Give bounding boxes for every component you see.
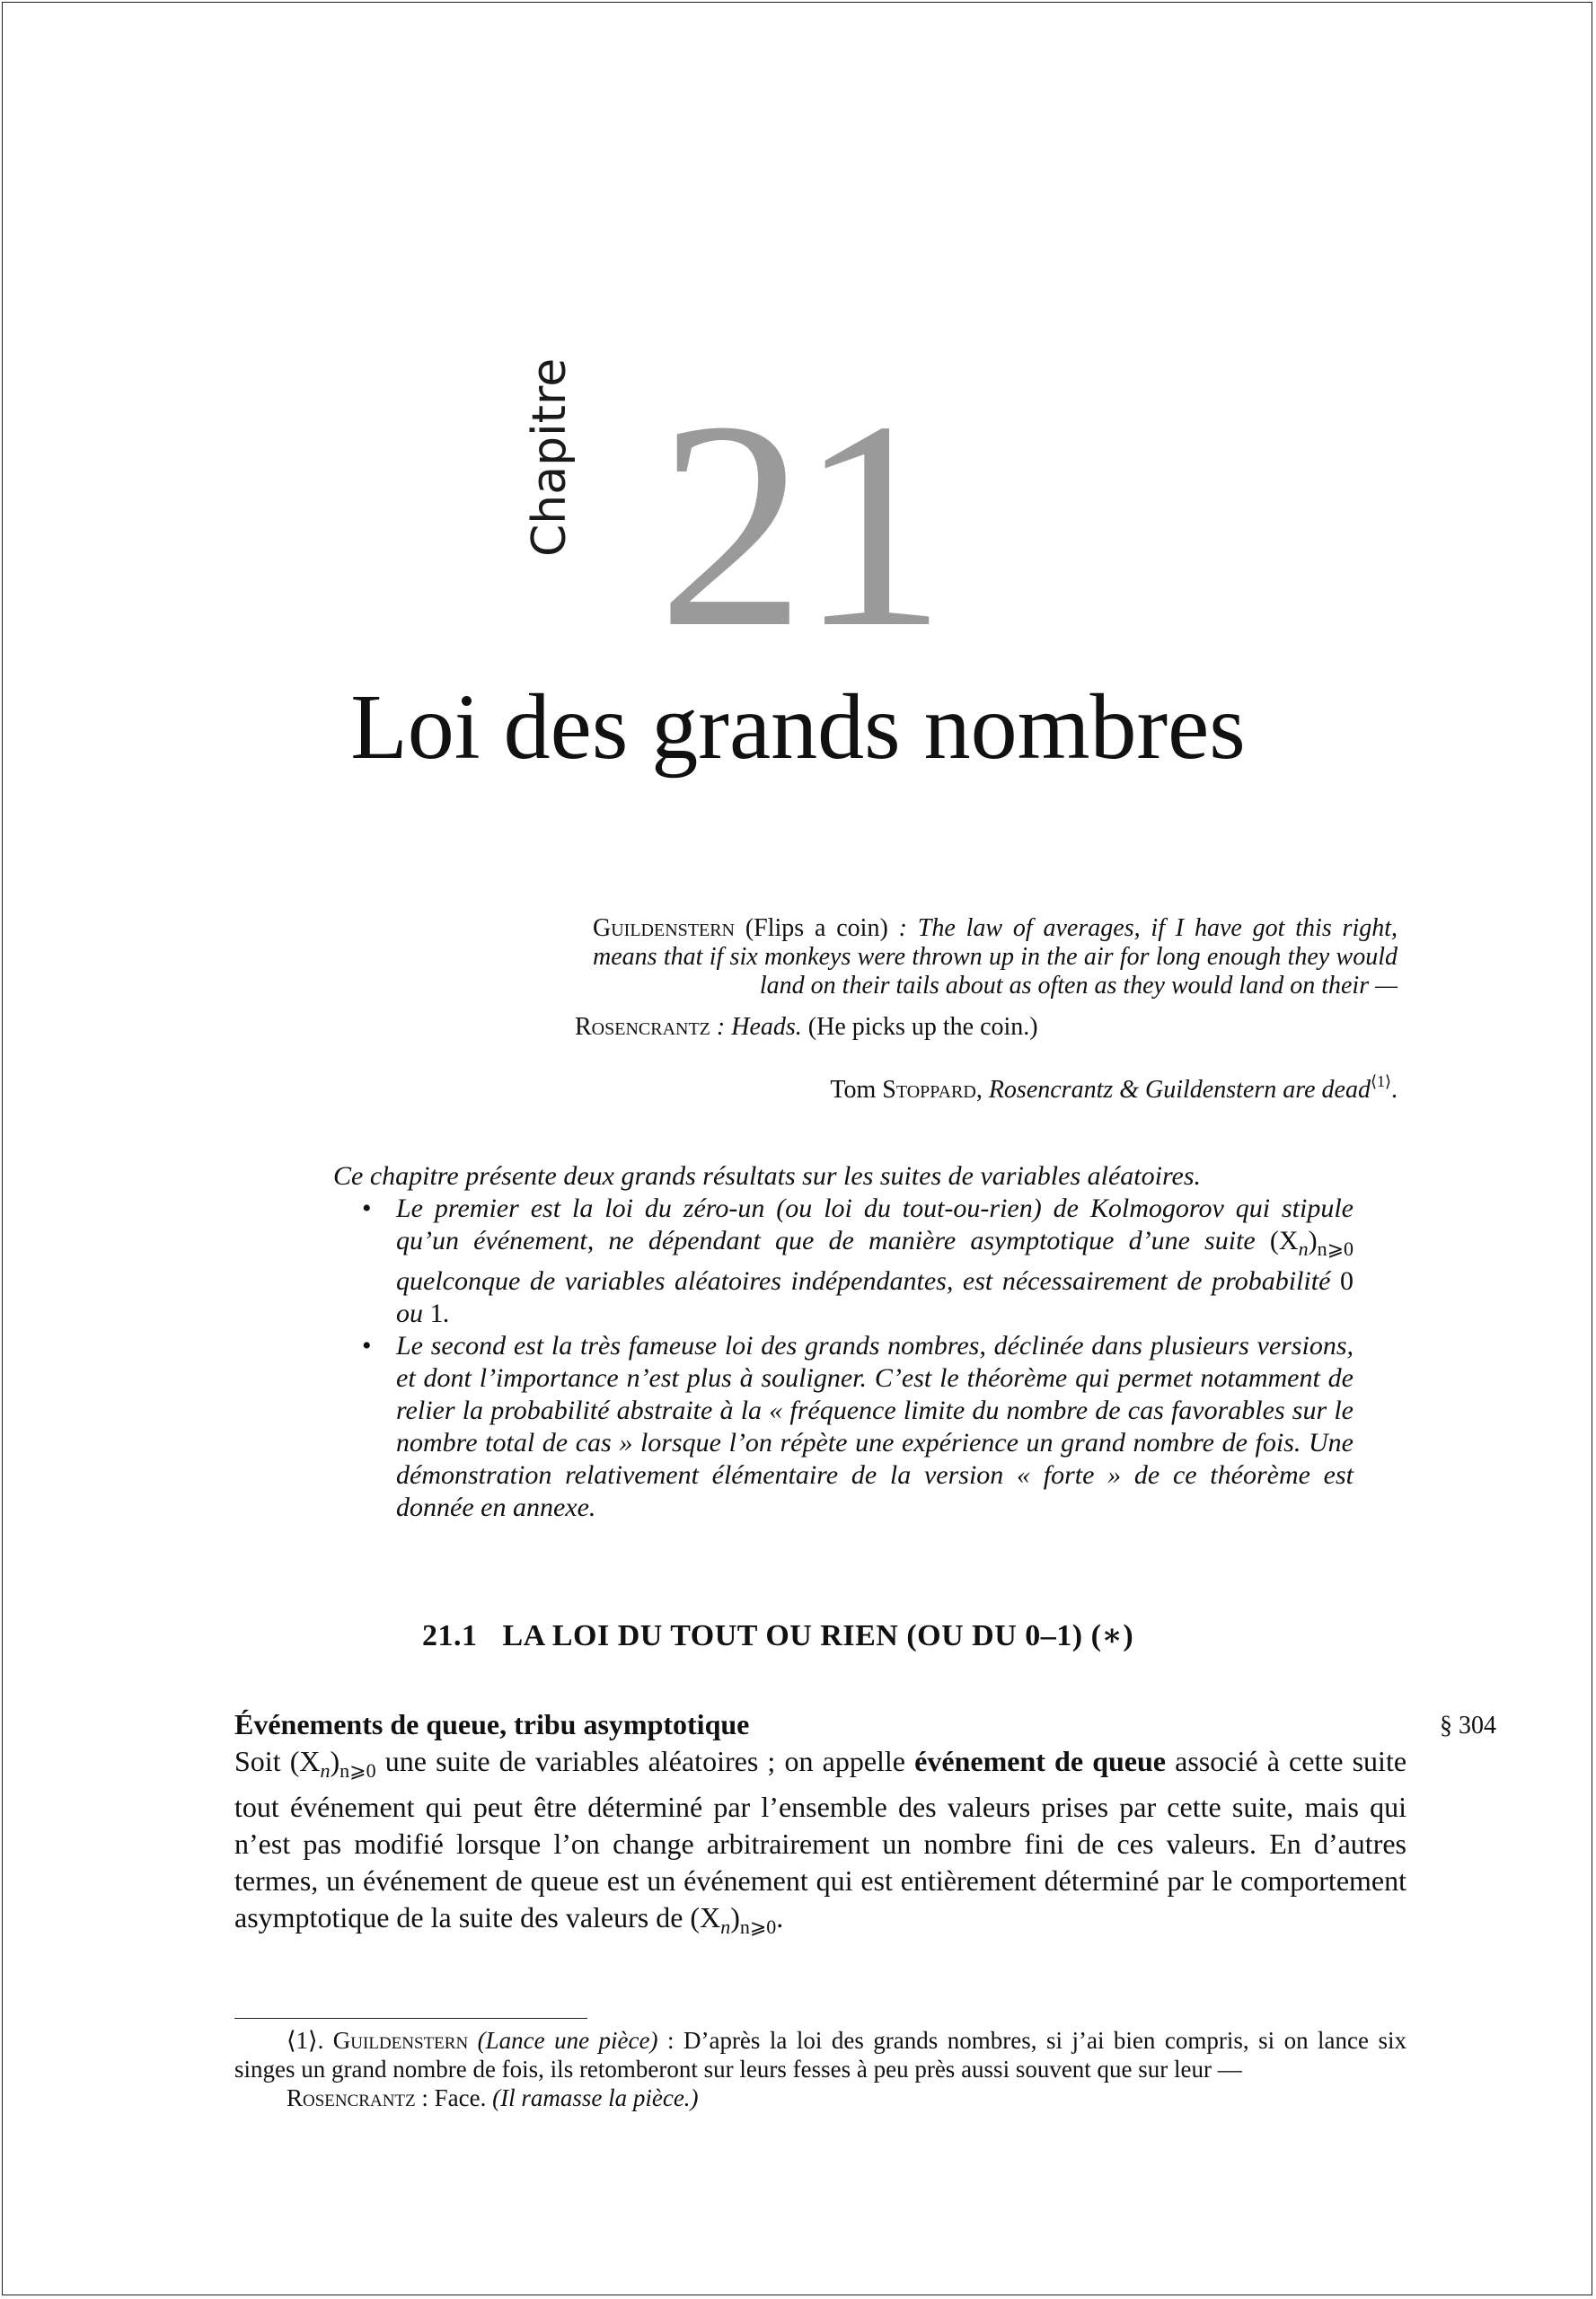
chapter-label: Chapitre xyxy=(523,357,577,557)
sequence-notation: $(X_n)_{n⩾0}$ xyxy=(1269,1226,1354,1260)
list-item: • Le premier est la loi du zéro-un (ou loi du tout-ou-rien) de Kolmogorov qui stipule qu’un événement, ne dépendant que de manière asymptotique d’une suite $(X_n)_{n⩾0}$ quelconque de variables aléatoires indépendantes, est nécessairement de probabilité 0 ou 1. xyxy=(362,1194,1354,1328)
footnote xyxy=(234,2026,1406,2112)
epigraph-speaker: Guildenstern xyxy=(593,914,735,942)
epigraph-attribution: Tom Stoppard, Rosencrantz & Guildenstern are dead$^{⟨1⟩}$. xyxy=(830,1072,1398,1104)
epigraph-line: : Heads. xyxy=(710,1013,802,1041)
footnote-marker[interactable]: ⟨1⟩ xyxy=(1370,1072,1391,1090)
footnote-line: Rosencrantz : Face. (Il ramasse la pièce.) xyxy=(287,2084,699,2111)
section-number: 21.1 xyxy=(422,1619,478,1652)
chapter-number: 21 xyxy=(657,361,939,689)
footnote-line: ⟨1⟩. Guildenstern (Lance une pièce) : D’après la loi des grands nombres, si j’ai bien compris, si on lance six singes un grand nombre de fois, ils retomberont sur leurs fesses à peu près aussi souvent que sur leur — xyxy=(234,2027,1406,2083)
page-border xyxy=(2,2,1592,2295)
author-first-name: Tom xyxy=(830,1076,883,1104)
epigraph xyxy=(575,914,1398,1105)
epigraph-quote-rosencrantz xyxy=(575,1013,1398,1042)
footnote-number: ⟨1⟩. xyxy=(287,2027,333,2054)
defined-term: événement de queue xyxy=(914,1745,1166,1777)
paragraph: Soit $(X_n)_{n⩾0}$ une suite de variables aléatoires ; on appelle événement de queue associé à cette suite tout événement qui peut être déterminé par l’ensemble des valeurs prises par cette suite, mais qui n’est pas modifié lorsque l’on change arbitrairement un nombre fini de ces valeurs. En d’autres termes, un événement de queue est un événement qui est entièrement déterminé par le comportement asymptotique de la suite des valeurs de $(X_n)_{n⩾0}$. xyxy=(234,1745,1407,1938)
epigraph-line: : The law of averages, if I have got this right, means that if six monkeys were thrown up in the air for long enough they would land on their tails about as often as they would land on their — xyxy=(593,914,1398,1000)
footnote-rule xyxy=(234,2018,587,2019)
section-heading xyxy=(422,1618,1320,1654)
subsection-title: Événements de queue, tribu asymptotique xyxy=(234,1708,750,1740)
section-title: LA LOI DU TOUT OU RIEN (OU DU 0–1) (∗) xyxy=(502,1619,1134,1652)
chapter-intro xyxy=(333,1160,1354,1524)
epigraph-stage-direction: (Flips a coin) xyxy=(734,914,899,942)
author-last-name: Stoppard xyxy=(882,1076,976,1104)
intro-lead: Ce chapitre présente deux grands résultats sur les suites de variables aléatoires. xyxy=(333,1161,1201,1191)
list-item: • Le second est la très fameuse loi des grands nombres, déclinée dans plusieurs versions, et dont l’importance n’est plus à souligner. C’est le théorème qui permet notamment de relier la probabilité abstraite à la « fréquence limite du nombre de cas favorables sur le nombre total de cas » lorsque l’on répète une expérience un grand nombre de fois. Une démonstration relativement élémentaire de la version « forte » de ce théorème est donnée en annexe. xyxy=(362,1331,1354,1522)
epigraph-stage-direction: (He picks up the coin.) xyxy=(801,1013,1038,1041)
bullet-icon: • xyxy=(362,1331,372,1361)
work-title: Rosencrantz & Guildenstern are dead xyxy=(988,1076,1371,1104)
epigraph-quote-guildenstern xyxy=(575,914,1398,1000)
epigraph-speaker: Rosencrantz xyxy=(575,1013,710,1041)
sequence-notation: $(X_n)_{n⩾0}$ xyxy=(289,1745,376,1782)
subsection xyxy=(234,1706,1406,1945)
bullet-icon: • xyxy=(362,1194,372,1223)
margin-reference[interactable]: § 304 xyxy=(1440,1712,1496,1740)
sequence-notation: $(X_n)_{n⩾0}$ xyxy=(690,1901,777,1938)
intro-list xyxy=(333,1193,1354,1524)
chapter-title: Loi des grands nombres xyxy=(350,675,1246,779)
